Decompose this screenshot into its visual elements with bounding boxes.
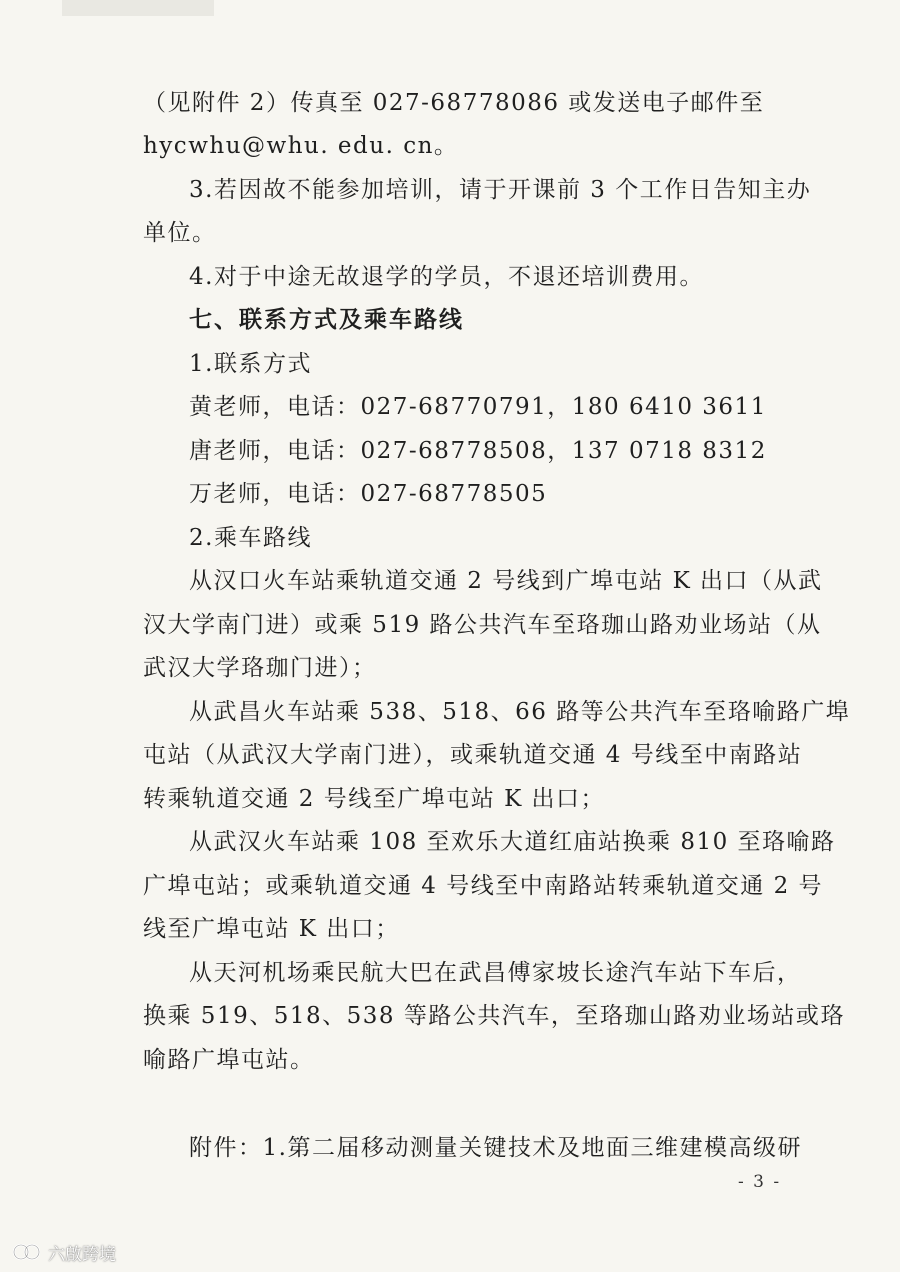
- route-line: 从天河机场乘民航大巴在武昌傅家坡长途汽车站下车后，: [189, 960, 802, 986]
- route-line: 换乘 519、518、538 等路公共汽车，至珞珈山路劝业场站或珞: [143, 1003, 845, 1029]
- watermark-text: 六啟跨境: [48, 1244, 116, 1265]
- page-number: - 3 -: [738, 1172, 782, 1192]
- attachment-line: 附件：1.第二届移动测量关键技术及地面三维建模高级研: [189, 1135, 802, 1161]
- route-line: 从汉口火车站乘轨道交通 2 号线到广埠屯站 K 出口（从武: [189, 568, 823, 594]
- subheading: 1.联系方式: [189, 351, 312, 377]
- contact-line: 黄老师，电话：027-68770791，180 6410 3611: [189, 394, 767, 420]
- route-line: 汉大学南门进）或乘 519 路公共汽车至珞珈山路劝业场站（从: [143, 612, 822, 638]
- section-heading: 七、联系方式及乘车路线: [189, 306, 464, 333]
- contact-line: 万老师，电话：027-68778505: [189, 481, 548, 507]
- text-line: 3.若因故不能参加培训，请于开课前 3 个工作日告知主办: [189, 177, 812, 203]
- route-line: 广埠屯站；或乘轨道交通 4 号线至中南路站转乘轨道交通 2 号: [143, 873, 824, 899]
- watermark-logo-icon: [12, 1241, 42, 1263]
- text-line: hycwhu@whu. edu. cn。: [143, 133, 459, 159]
- text-line: （见附件 2）传真至 027-68778086 或发送电子邮件至: [143, 90, 765, 116]
- route-line: 线至广埠屯站 K 出口；: [143, 916, 400, 942]
- route-line: 转乘轨道交通 2 号线至广埠屯站 K 出口；: [143, 786, 606, 812]
- route-line: 从武汉火车站乘 108 至欢乐大道红庙站换乘 810 至珞喻路: [189, 829, 836, 855]
- route-line: 从武昌火车站乘 538、518、66 路等公共汽车至珞喻路广埠: [189, 699, 851, 725]
- route-line: 喻路广埠屯站。: [143, 1047, 315, 1073]
- text-line: 单位。: [143, 220, 217, 246]
- watermark: [12, 1240, 116, 1264]
- text-line: 4.对于中途无故退学的学员，不退还培训费用。: [189, 264, 704, 290]
- route-line: 屯站（从武汉大学南门进），或乘轨道交通 4 号线至中南路站: [143, 742, 803, 768]
- scan-artifact: [62, 0, 214, 16]
- contact-line: 唐老师，电话：027-68778508，137 0718 8312: [189, 438, 767, 464]
- subheading: 2.乘车路线: [189, 525, 312, 551]
- route-line: 武汉大学珞珈门进）；: [143, 655, 377, 681]
